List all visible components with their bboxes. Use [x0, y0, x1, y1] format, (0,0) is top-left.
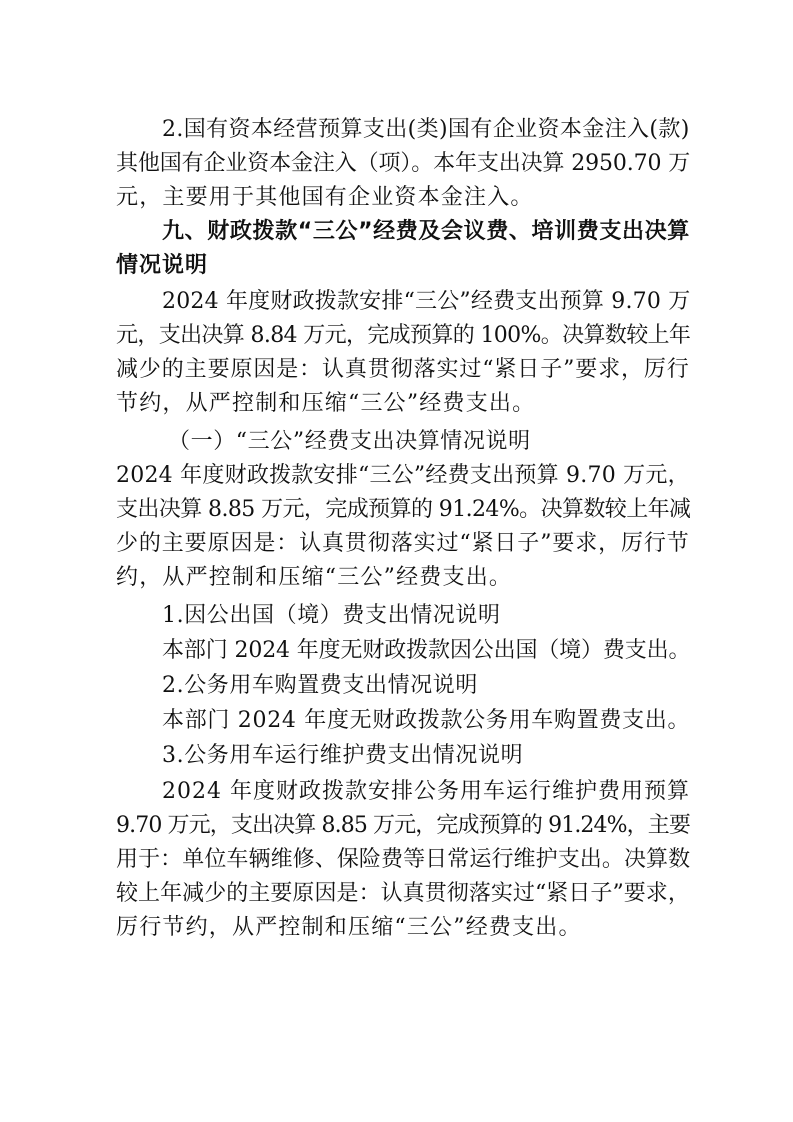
paragraph-line: 2024 年度财政拨款安排公务用车运行维护费用预算 — [162, 779, 690, 804]
section-heading: 九、财政拨款“三公”经费及会议费、培训费支出决算 — [162, 219, 690, 244]
paragraph-line: 约，从严控制和压缩“三公”经费支出。 — [116, 565, 513, 590]
paragraph-line: 少的主要原因是：认真贯彻落实过“紧日子”要求，厉行节 — [116, 531, 690, 556]
item-heading: 1.因公出国（境）费支出情况说明 — [162, 603, 501, 628]
paragraph-line: 节约，从严控制和压缩“三公”经费支出。 — [116, 391, 536, 416]
subsection-heading: （一）“三公”经费支出决算情况说明 — [168, 429, 531, 454]
section-heading: 情况说明 — [116, 253, 209, 278]
paragraph-line: 2.国有资本经营预算支出(类)国有企业资本金注入(款) — [162, 117, 690, 142]
paragraph-line: 2024 年度财政拨款安排“三公”经费支出预算 9.70 万 — [162, 289, 691, 314]
paragraph-line: 2024 年度财政拨款安排“三公”经费支出预算 9.70 万元， — [116, 463, 690, 488]
paragraph-line: 元，支出决算 8.84 万元，完成预算的 100%。决算数较上年 — [116, 323, 691, 348]
paragraph-line: 较上年减少的主要原因是：认真贯彻落实过“紧日子”要求， — [116, 881, 690, 906]
paragraph-line: 本部门 2024 年度无财政拨款因公出国（境）费支出。 — [162, 638, 691, 663]
paragraph-line: 厉行节约，从严控制和压缩“三公”经费支出。 — [116, 915, 582, 940]
paragraph-line: 其他国有企业资本金注入（项）。本年支出决算 2950.70 万 — [116, 151, 691, 176]
item-heading: 3.公务用车运行维护费支出情况说明 — [162, 743, 524, 768]
paragraph-line: 减少的主要原因是：认真贯彻落实过“紧日子”要求，厉行 — [116, 357, 690, 382]
paragraph-line: 元，主要用于其他国有企业资本金注入。 — [116, 185, 534, 210]
paragraph-line: 9.70 万元，支出决算 8.85 万元，完成预算的 91.24%，主要 — [116, 813, 691, 838]
paragraph-line: 本部门 2024 年度无财政拨款公务用车购置费支出。 — [162, 708, 691, 733]
item-heading: 2.公务用车购置费支出情况说明 — [162, 673, 478, 698]
paragraph-line: 支出决算 8.85 万元，完成预算的 91.24%。决算数较上年减 — [116, 497, 691, 522]
paragraph-line: 用于：单位车辆维修、保险费等日常运行维护支出。决算数 — [116, 847, 691, 872]
